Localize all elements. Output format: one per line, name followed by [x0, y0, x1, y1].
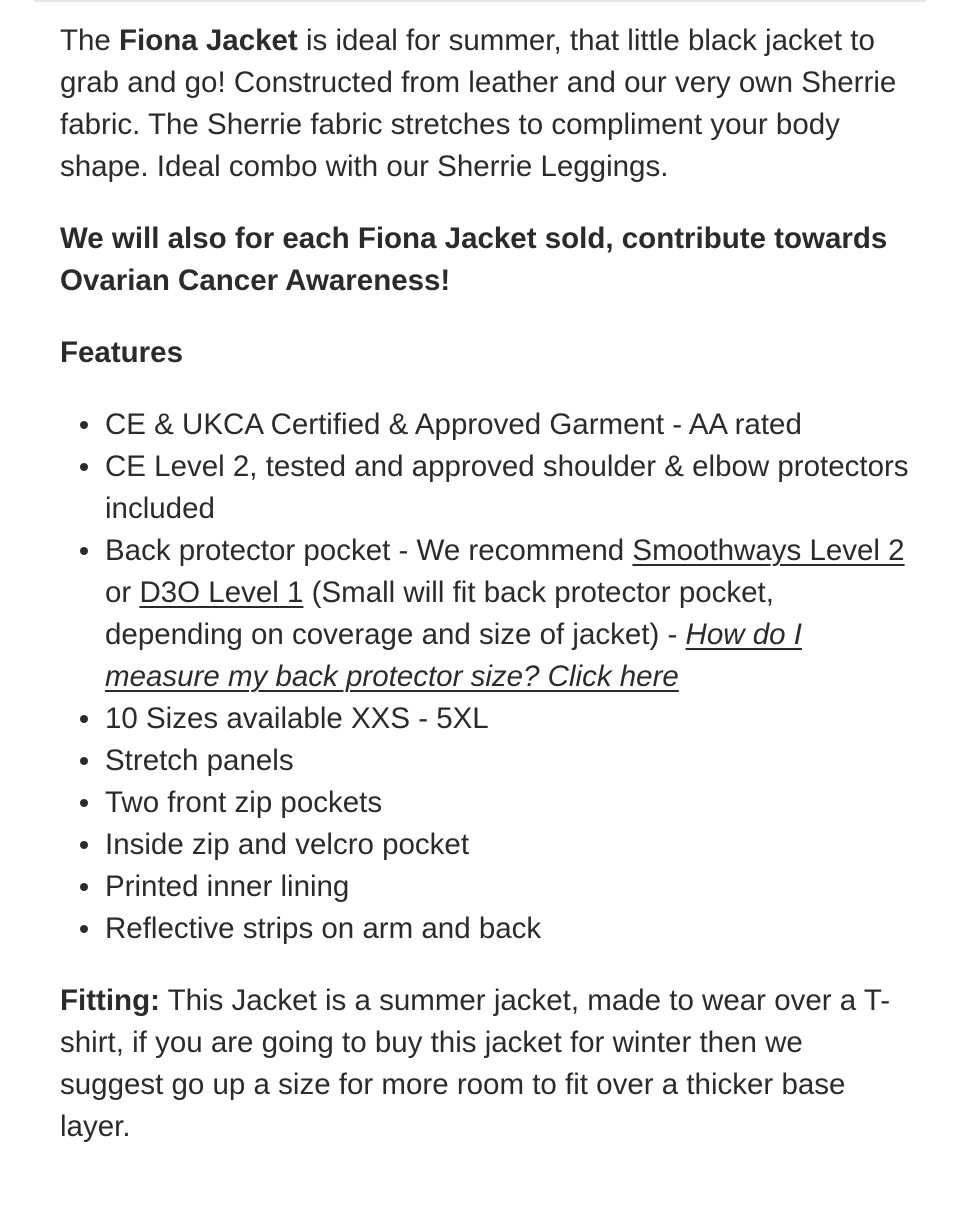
- intro-paragraph: [60, 20, 910, 188]
- product-description: [60, 20, 910, 1148]
- fitting-text: This Jacket is a summer jacket, made to wear over a T-shirt, if you are going to buy this jacket for winter then we suggest go up a size for more room to fit over a thicker base layer.: [60, 984, 891, 1143]
- list-item: CE & UKCA Certified & Approved Garment - AA rated: [105, 404, 910, 446]
- intro-prefix: The: [60, 24, 120, 57]
- intro-text: is ideal for summer, that little black jacket to grab and go! Constructed from leather and our very own Sherrie fabric. The Sherrie fabric stretches to compliment your body shape. Ideal combo with our Sherrie Leggings.: [60, 24, 897, 183]
- or-text: or: [105, 576, 140, 609]
- list-item: Two front zip pockets: [105, 782, 910, 824]
- measure-back-protector-link[interactable]: How do I measure my back protector size? Click here: [105, 618, 802, 693]
- list-item: [105, 530, 910, 698]
- back-protector-note: (Small will fit back protector pocket, depending on coverage and size of jacket) -: [105, 576, 774, 651]
- top-divider: [34, 0, 926, 2]
- d3o-level-1-link[interactable]: D3O Level 1: [139, 576, 304, 609]
- fitting-paragraph: [60, 980, 910, 1148]
- fitting-label: Fitting:: [60, 984, 160, 1017]
- features-heading: Features: [60, 336, 183, 369]
- list-item: Stretch panels: [105, 740, 910, 782]
- list-item: Inside zip and velcro pocket: [105, 824, 910, 866]
- features-list: [60, 404, 910, 950]
- list-item: Reflective strips on arm and back: [105, 908, 910, 950]
- list-item: CE Level 2, tested and approved shoulder & elbow protectors included: [105, 446, 910, 530]
- back-protector-text: Back protector pocket - We recommend: [105, 534, 633, 567]
- contribution-statement: We will also for each Fiona Jacket sold, contribute towards Ovarian Cancer Awareness!: [60, 222, 888, 297]
- list-item: Printed inner lining: [105, 866, 910, 908]
- list-item: 10 Sizes available XXS - 5XL: [105, 698, 910, 740]
- product-name: Fiona Jacket: [119, 24, 298, 57]
- smoothways-level-2-link[interactable]: Smoothways Level 2: [632, 534, 905, 567]
